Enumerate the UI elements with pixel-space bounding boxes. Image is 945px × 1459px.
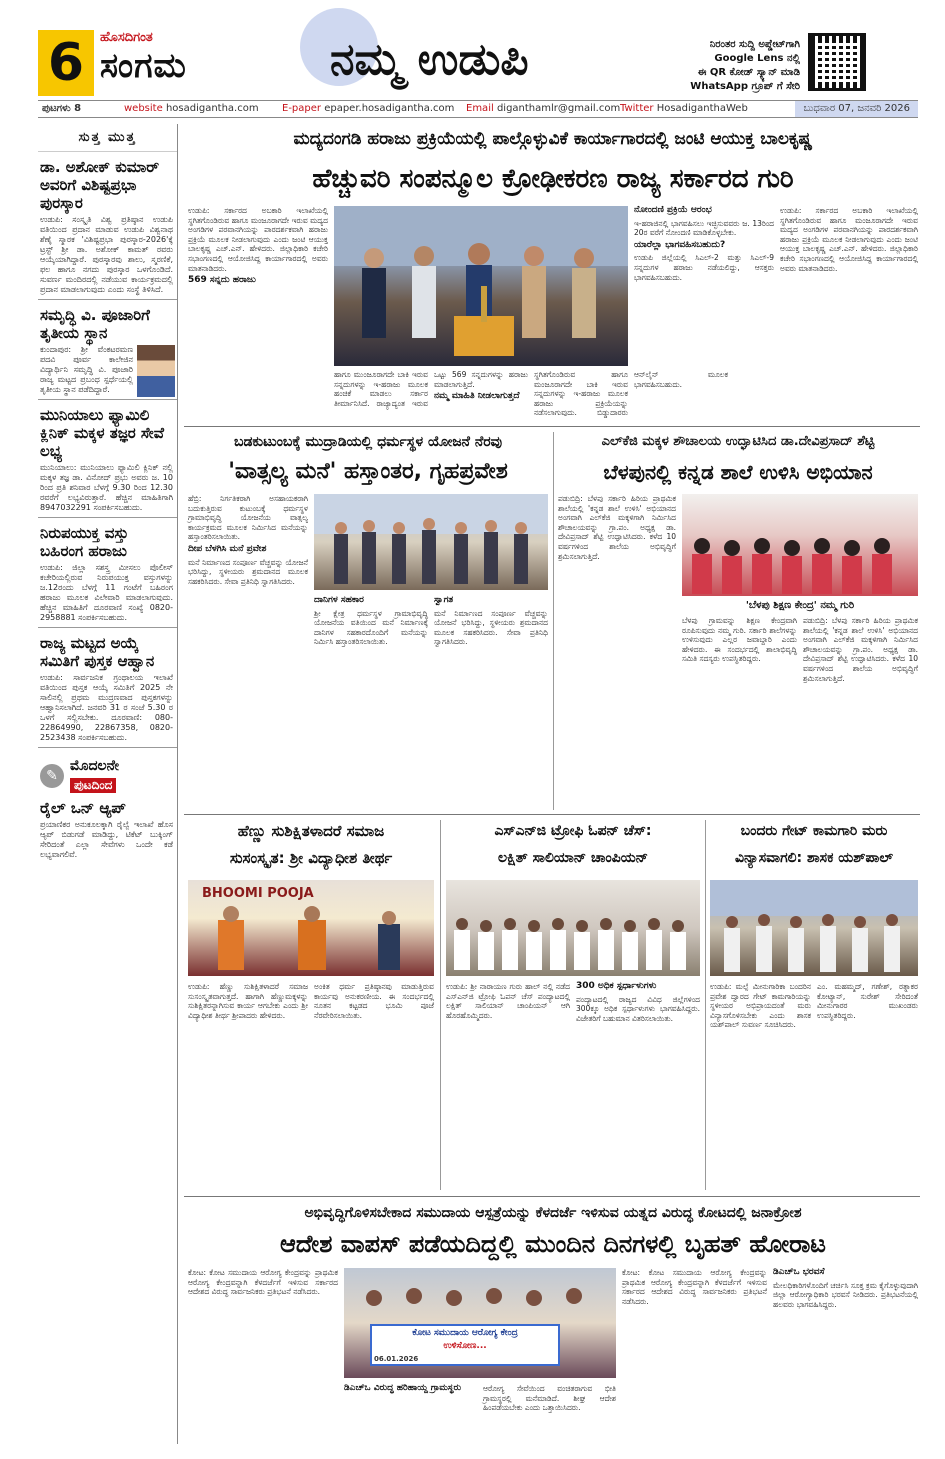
article5-column xyxy=(446,982,700,1188)
article2-subhead: ಸ್ವಾಗತ xyxy=(434,595,454,605)
article3-column xyxy=(558,494,676,808)
article7-column xyxy=(188,1268,338,1446)
brief-text: ಮುನಿಯಾಲು: ಮುನಿಯಾಲು ಫ್ಯಾಮಿಲಿ ಕ್ಲಿನಿಕ್ ನಲ್ಲಿ ಮಕ್ಕಳ ತಜ್ಞ ಡಾ. ವಿನೋದ್ ಪ್ರಭು ಅವರು ಜ. 10 ರಿಂದ ಪ್ರತಿ ಶನಿವಾರ ಬೆಳಗ್ಗೆ 9.30 ರಿಂದ 12.30 ರವರೆಗೆ ಲಭ್ಯವಿರುತ್ತಾರೆ. ಹೆಚ್ಚಿನ ಮಾಹಿತಿಗಾಗಿ 8947032291 ಸಂಪರ್ಕಿಸಬಹುದು. xyxy=(40,463,173,512)
article2-kicker: ಬಡಕುಟುಂಬಕ್ಕೆ ಮುದ್ರಾಡಿಯಲ್ಲಿ ಧರ್ಮಸ್ಥಳ ಯೋಜನೆ ನೆರವು xyxy=(233,434,503,450)
seer-seated-illustration xyxy=(188,880,434,976)
article7-kicker: ಅಭಿವೃದ್ಧಿಗೊಳಿಸಬೇಕಾದ ಸಮುದಾಯ ಆಸ್ಪತ್ರೆಯನ್ನು ಕೆಳದರ್ಜೆ ಇಳಿಸುವ ಯತ್ನದ ವಿರುದ್ಧ ಕೋಟದಲ್ಲಿ ಜನಾಕ್ರೋಶ xyxy=(304,1205,802,1221)
article1-body: ಇ-ಹರಾಜಿನಲ್ಲಿ ಭಾಗವಹಿಸಲು ಇಚ್ಛಿಸುವವರು ಜ. 13ರಿಂದ 20ರ ವರೆಗೆ ನೋಂದಣಿ ಮಾಡಿಕೊಳ್ಳಬೇಕು. xyxy=(634,218,774,238)
pen-icon: ✎ xyxy=(40,764,64,788)
article7-body: ಕೋಟ: ಕೋಟ ಸಮುದಾಯ ಆರೋಗ್ಯ ಕೇಂದ್ರವನ್ನು ಪ್ರಾಥಮಿಕ ಆರೋಗ್ಯ ಕೇಂದ್ರವನ್ನಾಗಿ ಕೆಳದರ್ಜೆಗೆ ಇಳಿಸುವ ಸರ್ಕಾರದ ಆದೇಶದ ವಿರುದ್ಧ ಸಾರ್ವಜನಿಕರು ಪ್ರತಿಭಟನೆ ನಡೆಸಿದರು. xyxy=(622,1268,767,1306)
article7-headline: ಆದೇಶ ವಾಪಸ್ ಪಡೆಯದಿದ್ದಲ್ಲಿ ಮುಂದಿನ ದಿನಗಳಲ್ಲಿ ಬೃಹತ್ ಹೋರಾಟ xyxy=(280,1230,826,1258)
event-banner-text: BHOOMI POOJA xyxy=(202,886,314,901)
article1-headline: ಹೆಚ್ಚುವರಿ ಸಂಪನ್ಮೂಲ ಕ್ರೋಢೀಕರಣ ರಾಜ್ಯ ಸರ್ಕಾರದ ಗುರಿ xyxy=(312,164,794,194)
article3-photo xyxy=(682,494,918,596)
brief-headline: ನಿರುಪಯುಕ್ತ ವಸ್ತು ಬಹಿರಂಗ ಹರಾಜು xyxy=(40,524,129,560)
brief-text: ಪ್ರಯಾಣಿಕರ ಅನುಕೂಲಕ್ಕಾಗಿ ರೈಲ್ವೆ ಇಲಾಖೆ ಹೊಸ ಆ್ಯಪ್ ಬಿಡುಗಡೆ ಮಾಡಿದ್ದು, ಟಿಕೆಟ್ ಬುಕ್ಕಿಂಗ್ ಸೇರಿದಂತೆ ಎಲ್ಲಾ ಸೇವೆಗಳು ಒಂದೇ ಕಡೆ ಲಭ್ಯವಾಗಲಿವೆ. xyxy=(40,820,173,859)
article3-column xyxy=(682,616,918,808)
article4-headline: ಸುಸಂಸ್ಕೃತ: ಶ್ರೀ ವಿದ್ಯಾಧೀಶ ತೀರ್ಥ xyxy=(229,849,393,867)
brief-text: ಉಡುಪಿ: ಜಿಲ್ಲಾ ಸಶಸ್ತ್ರ ಮೀಸಲು ಪೊಲೀಸ್ ಕಚೇರಿಯಲ್ಲಿರುವ ನಿರುಪಯುಕ್ತ ವಸ್ತುಗಳನ್ನು ಜ.12ರಂದು ಬೆಳಗ್ಗೆ 11 ಗಂಟೆಗೆ ಬಹಿರಂಗ ಹರಾಜು ಮೂಲಕ ವಿಲೇವಾರಿ ಮಾಡಲಾಗುವುದು. ಹೆಚ್ಚಿನ ಮಾಹಿತಿಗೆ ದೂರವಾಣಿ ಸಂಖ್ಯೆ 0820-2958881 ಸಂಪರ್ಕಿಸಬಹುದು. xyxy=(40,563,173,622)
divider xyxy=(38,399,177,400)
brand-small: ಹೊಸದಿಗಂತ xyxy=(100,30,153,45)
brief-text: ಕುಂದಾಪುರ: ಶ್ರೀ ವೆಂಕಟರಮಣ ಪದವಿ ಪೂರ್ವ ಕಾಲೇಜಿನ ವಿದ್ಯಾರ್ಥಿನಿ ಸಮೃದ್ಧಿ ವಿ. ಪೂಜಾರಿ ರಾಜ್ಯ ಮಟ್ಟದ ಪ್ರಬಂಧ ಸ್ಪರ್ಧೆಯಲ್ಲಿ ತೃತೀಯ ಸ್ಥಾನ ಪಡೆದಿದ್ದಾರೆ. xyxy=(40,345,133,394)
epaper-link[interactable]: E-paper epaper.hosadigantha.com xyxy=(282,103,455,114)
article1-subhead: ನೋಂದಣಿ ಪ್ರಕ್ರಿಯೆ ಆರಂಭ xyxy=(634,205,712,215)
article1-subhead: ನಮ್ಮ ಮಾಹಿತಿ ನೀಡಲಾಗುತ್ತದೆ xyxy=(434,391,520,402)
divider xyxy=(184,426,920,427)
protest-sign-subtitle: ಉಳಿಸೋಣ... xyxy=(443,1341,487,1351)
brief-headline: ಸಮೃದ್ಧಿ ವಿ. ಪೂಜಾರಿಗೆ ತೃತೀಯ ಸ್ಥಾನ xyxy=(40,306,150,342)
article4-body: ಉಡುಪಿ: ಹೆಣ್ಣು ಸುಶಿಕ್ಷಿತಳಾದರೆ ಸಮಾಜ ಸುಸಂಸ್ಕೃತವಾಗುತ್ತದೆ. ಹಾಗಾಗಿ ಹೆಣ್ಣುಮಕ್ಕಳನ್ನು ಸುಶಿಕ್ಷಿತರನ್ನಾಗಿಸುವ ಕಾರ್ಯ ಆಗಬೇಕು ಎಂದು ಶ್ರೀ ವಿದ್ಯಾಧೀಶ ತೀರ್ಥ ಶ್ರೀಪಾದರು ಹೇಳಿದರು. xyxy=(188,982,308,1020)
article1-body: ಉಡುಪಿ ಜಿಲ್ಲೆಯಲ್ಲಿ ಸಿಎಲ್-2 ಮತ್ತು ಸಿಎಲ್-9 ಸನ್ನದುಗಳ ಹರಾಜು ನಡೆಯಲಿದ್ದು, ಆಸಕ್ತರು ಭಾಗವಹಿಸಬಹುದು. xyxy=(634,253,774,282)
divider xyxy=(705,820,706,1190)
article5-body: ಉಡುಪಿ: ಶ್ರೀ ನಾರಾಯಣ ಗುರು ಹಾಲ್ ನಲ್ಲಿ ನಡೆದ ಎಸ್‌ಎನ್‌ಜಿ ಟ್ರೋಫಿ ಓಪನ್ ಚೆಸ್ ಪಂದ್ಯಾಟದಲ್ಲಿ ಲಕ್ಷಿತ್ ಸಾಲಿಯಾನ್ ಚಾಂಪಿಯನ್ ಆಗಿ ಹೊರಹೊಮ್ಮಿದರು. xyxy=(446,982,570,1020)
article1-subhead: ಯಾರೆಲ್ಲಾ ಭಾಗವಹಿಸಬಹುದು? xyxy=(634,239,726,250)
article2-headline: 'ವಾತ್ಸಲ್ಯ ಮನೆ' ಹಸ್ತಾಂತರ, ಗೃಹಪ್ರವೇಶ xyxy=(228,459,508,484)
article2-photo xyxy=(314,494,548,590)
article3-body: ಪಡುಬಿದ್ರಿ: ಬೆಳಪು ಸರ್ಕಾರಿ ಹಿರಿಯ ಪ್ರಾಥಮಿಕ ಶಾಲೆಯಲ್ಲಿ 'ಕನ್ನಡ ಶಾಲೆ ಉಳಿಸಿ' ಅಭಿಯಾನದ ಅಂಗವಾಗಿ ಎಲ್‌ಕೆಜಿ ಮಕ್ಕಳಿಗಾಗಿ ನಿರ್ಮಿಸಿದ ಶೌಚಾಲಯವನ್ನು ಗ್ರಾ.ಪಂ. ಅಧ್ಯಕ್ಷ ಡಾ. ದೇವಿಪ್ರಸಾದ್ ಶೆಟ್ಟಿ ಉದ್ಘಾಟಿಸಿದರು. ಕಳೆದ 10 ವರ್ಷಗಳಿಂದ ಶಾಲೆಯ ಅಭಿವೃದ್ಧಿಗೆ ಶ್ರಮಿಸಲಾಗುತ್ತಿದೆ. xyxy=(558,494,676,561)
brief-headline: ಡಾ. ಅಶೋಕ್ ಕುಮಾರ್ ಅವರಿಗೆ ವಿಶಿಷ್ಟಪ್ರಭಾ ಪುರಸ್ಕಾರ xyxy=(40,158,160,212)
divider xyxy=(184,1196,920,1197)
article5-subhead: 300 ಅಧಿಕ ಸ್ಪರ್ಧಾಳುಗಳು xyxy=(576,981,657,991)
page-number: 6 xyxy=(38,30,94,96)
article1-body: ಉಡುಪಿ: ಸರ್ಕಾರದ ಅಬಕಾರಿ ಇಲಾಖೆಯಲ್ಲಿ ಸ್ಥಗಿತಗೊಂಡಿರುವ ಹಾಗೂ ಮಂಜೂರಾಗದೇ ಇರುವ ಮದ್ಯದ ಅಂಗಡಿಗಳ ಪರವಾನಗಿಯನ್ನು ಪಾರದರ್ಶಕವಾಗಿ ಹರಾಜು ಪ್ರಕ್ರಿಯೆ ಮೂಲಕ ನೀಡಲಾಗುವುದು ಎಂದು ಜಂಟಿ ಆಯುಕ್ತ ಬಾಲಕೃಷ್ಣ ಎಚ್.ಎನ್. ಹೇಳಿದರು. ಜಿಲ್ಲಾಧಿಕಾರಿ ಕಚೇರಿ ಸಭಾಂಗಣದಲ್ಲಿ ಆಯೋಜಿಸಿದ್ದ ಕಾರ್ಯಾಗಾರದಲ್ಲಿ ಅವರು ಮಾತನಾಡಿದರು. xyxy=(780,206,918,273)
brief-text: ಉಡುಪಿ: ಸಂಸ್ಕೃತಿ ವಿಶ್ವ ಪ್ರತಿಷ್ಠಾನ ಉಡುಪಿ ವತಿಯಿಂದ ಪ್ರದಾನ ಮಾಡುವ ಉಡುಪಿ ವಿಶ್ವನಾಥ ಶೆಣೈ ಸ್ಮಾರಕ 'ವಿಶಿಷ್ಟಪ್ರಭಾ ಪುರಸ್ಕಾರ-2026'ಕ್ಕೆ ಟ್ರಸ್ಟ್ ಶ್ರೀ ಡಾ. ಅಶೋಕ್ ಕಾಮತ್ ರವರು ಆಯ್ಕೆಯಾಗಿದ್ದಾರೆ. ಪುರಸ್ಕಾರವು ಶಾಲು, ಸ್ಮರಣಿಕೆ, ಫಲ ಹಾಗೂ ನಗದು ಪುರಸ್ಕಾರ ಒಳಗೊಂಡಿದೆ. ಸುವರ್ಣ ಮಂದಿರದಲ್ಲಿ ನಡೆಯುವ ಕಾರ್ಯಕ್ರಮದಲ್ಲಿ ಪ್ರದಾನ ಮಾಡಲಾಗುವುದು ಎಂದು ಸಂಸ್ಥೆ ತಿಳಿಸಿದೆ. xyxy=(40,215,173,294)
brand-title: ಸಂಗಮ xyxy=(100,46,187,86)
article7-subhead: ಡಿಎಚ್‌ಒ ವಿರುದ್ಧ ಹರಿಹಾಯ್ದ ಗ್ರಾಮಸ್ಥರು xyxy=(344,1383,462,1393)
article2-subhead: ದೀಪ ಬೆಳಗಿಸಿ ಮನೆ ಪ್ರವೇಶ xyxy=(188,543,267,554)
protest-sign xyxy=(370,1324,560,1366)
left-sidebar xyxy=(38,124,178,1444)
article7-column xyxy=(344,1384,616,1446)
divider xyxy=(38,627,177,628)
article6-kicker: ಬಂದರು ಗೇಟ್ ಕಾಮಗಾರಿ ಮರು xyxy=(740,823,888,839)
article7-body: ಮೇಲಧಿಕಾರಿಗಳೊಂದಿಗೆ ಚರ್ಚಿಸಿ ಸೂಕ್ತ ಕ್ರಮ ಕೈಗೊಳ್ಳುವುದಾಗಿ ಜಿಲ್ಲಾ ಆರೋಗ್ಯಾಧಿಕಾರಿ ಭರವಸೆ ನೀಡಿದರು. ಪ್ರತಿಭಟನೆಯಲ್ಲಿ ಹಲವರು ಭಾಗವಹಿಸಿದ್ದರು. xyxy=(773,1280,918,1309)
article4-photo xyxy=(188,880,434,976)
article1-body: ಹಾಗೂ ಮುಂಜೂರಾಗದೇ ಬಾಕಿ ಇರುವ ಸನ್ನದುಗಳನ್ನು ಇ-ಹರಾಜು ಮೂಲಕ ಹಂಚಿಕೆ ಮಾಡಲು ಸರ್ಕಾರ ತೀರ್ಮಾನಿಸಿದೆ. ರಾಜ್ಯಾದ್ಯಂತ ಇರುವ ಒಟ್ಟು 569 ಸನ್ನದುಗಳನ್ನು ಹರಾಜು ಮಾಡಲಾಗುತ್ತಿದೆ. xyxy=(334,370,528,408)
article1-body: ಉಡುಪಿ: ಸರ್ಕಾರದ ಅಬಕಾರಿ ಇಲಾಖೆಯಲ್ಲಿ ಸ್ಥಗಿತಗೊಂಡಿರುವ ಹಾಗೂ ಮಂಜೂರಾಗದೇ ಇರುವ ಮದ್ಯದ ಅಂಗಡಿಗಳ ಪರವಾನಗಿಯನ್ನು ಪಾರದರ್ಶಕವಾಗಿ ಹರಾಜು ಪ್ರಕ್ರಿಯೆ ಮೂಲಕ ನೀಡಲಾಗುವುದು ಎಂದು ಜಂಟಿ ಆಯುಕ್ತ ಬಾಲಕೃಷ್ಣ ಎಚ್.ಎನ್. ಹೇಳಿದರು. ಜಿಲ್ಲಾಧಿಕಾರಿ ಕಚೇರಿ ಸಭಾಂಗಣದಲ್ಲಿ ಆಯೋಜಿಸಿದ್ದ ಕಾರ್ಯಾಗಾರದಲ್ಲಿ ಅವರು ಮಾತನಾಡಿದರು. xyxy=(188,206,328,273)
article2-column xyxy=(188,494,308,808)
article6-photo xyxy=(710,880,918,976)
article4-body: ಅಂಕಿತ ಧರ್ಮ ಪ್ರತಿಷ್ಠಾನವು ಮಾಡುತ್ತಿರುವ ಕಾರ್ಯವು ಅನುಕರಣೀಯ. ಈ ಸಂದರ್ಭದಲ್ಲಿ ನೂತನ ಕಟ್ಟಡದ ಭೂಮಿ ಪೂಜೆ ನೆರವೇರಿಸಲಾಯಿತು. xyxy=(314,982,434,1020)
email-link[interactable]: Email diganthamlr@gmail.com xyxy=(466,103,621,114)
article6-body: ಉಡುಪಿ: ಮಲ್ಪೆ ಮೀನುಗಾರಿಕಾ ಬಂದರಿನ ಪ್ರವೇಶ ದ್ವಾರದ ಗೇಟ್ ಕಾಮಗಾರಿಯನ್ನು ಸ್ಥಳೀಯರ ಅಭಿಪ್ರಾಯದಂತೆ ಮರು ವಿನ್ಯಾಸಗೊಳಿಸಬೇಕು ಎಂದು ಶಾಸಕ ಯಶ್‌ಪಾಲ್ ಸುವರ್ಣ ಸೂಚಿಸಿದರು. xyxy=(710,982,811,1030)
harbour-gate-crowd-illustration xyxy=(710,880,918,976)
divider xyxy=(440,820,441,1190)
article7-body: ಕೋಟ: ಕೋಟ ಸಮುದಾಯ ಆರೋಗ್ಯ ಕೇಂದ್ರವನ್ನು ಪ್ರಾಥಮಿಕ ಆರೋಗ್ಯ ಕೇಂದ್ರವನ್ನಾಗಿ ಕೆಳದರ್ಜೆಗೆ ಇಳಿಸುವ ಸರ್ಕಾರದ ಆದೇಶದ ವಿರುದ್ಧ ಸಾರ್ವಜನಿಕರು ಪ್ರತಿಭಟನೆ ನಡೆಸಿದರು. xyxy=(188,1268,338,1297)
promo-line: Google Lens ನಲ್ಲಿ xyxy=(714,53,800,64)
divider xyxy=(38,299,177,300)
article3-caption: 'ಬೆಳಪು ಶಿಕ್ಷಣ ಕೇಂದ್ರ' ನಮ್ಮ ಗುರಿ xyxy=(745,600,855,611)
article1-column xyxy=(334,370,728,418)
divider xyxy=(184,814,920,815)
article6-body: ಎಂ. ಮಹಮ್ಮದ್, ಗಣೇಶ್, ರತ್ನಾಕರ ಕೋಟ್ಯಾನ್, ಸುರೇಶ್ ಸೇರಿದಂತೆ ಮೀನುಗಾರರ ಮುಖಂಡರು ಉಪಸ್ಥಿತರಿದ್ದರು. xyxy=(817,982,918,1020)
article5-photo xyxy=(446,880,700,976)
article7-column xyxy=(622,1268,918,1446)
article5-kicker: ಎಸ್‌ಎನ್‌ಜಿ ಟ್ರೋಫಿ ಓಪನ್ ಚೆಸ್: xyxy=(494,823,652,839)
divider xyxy=(38,747,177,748)
officials-lighting-lamp-illustration xyxy=(334,206,628,366)
article6-column xyxy=(710,982,918,1188)
info-bar xyxy=(38,100,918,118)
article7-body: ಆರೋಗ್ಯ ಸೇವೆಯಿಂದ ವಂಚಿತರಾಗುವ ಭೀತಿ ಗ್ರಾಮಸ್ಥರಲ್ಲಿ ಮನೆಮಾಡಿದೆ. ಶೀಘ್ರ ಆದೇಶ ಹಿಂಪಡೆಯಬೇಕು ಎಂದು ಒತ್ತಾಯಿಸಿದರು. xyxy=(483,1384,616,1413)
front-page-continuation xyxy=(40,758,175,793)
group-at-house-illustration xyxy=(314,494,548,590)
brief-headline: ಮುನಿಯಾಲು ಫ್ಯಾಮಿಲಿ ಕ್ಲಿನಿಕ್ ಮಕ್ಕಳ ತಜ್ಞರ ಸೇವೆ ಲಭ್ಯ xyxy=(40,406,164,460)
article2-column xyxy=(314,596,548,808)
qr-code-icon[interactable] xyxy=(808,33,866,91)
article7-subhead: ಡಿಎಚ್‌ಒ ಭರವಸೆ xyxy=(773,1267,825,1277)
divider xyxy=(553,432,554,810)
section-title: ಸುತ್ತ ಮುತ್ತ xyxy=(38,124,177,152)
chess-players-group-illustration xyxy=(446,880,700,976)
issue-date: ಬುಧವಾರ 07, ಜನವರಿ 2026 xyxy=(795,101,918,117)
article2-body: ಶ್ರೀ ಕ್ಷೇತ್ರ ಧರ್ಮಸ್ಥಳ ಗ್ರಾಮಾಭಿವೃದ್ಧಿ ಯೋಜನೆಯ ವತಿಯಿಂದ ಮನೆ ನಿರ್ಮಾಣಕ್ಕೆ ದಾನಿಗಳ ಸಹಕಾರದೊಂದಿಗೆ ಮನೆಯನ್ನು ನಿರ್ಮಿಸಿ ಹಸ್ತಾಂತರಿಸಲಾಯಿತು. xyxy=(314,608,428,647)
brief-text: ಉಡುಪಿ: ಸಾರ್ವಜನಿಕ ಗ್ರಂಥಾಲಯ ಇಲಾಖೆ ವತಿಯಿಂದ ಪುಸ್ತಕ ಆಯ್ಕೆ ಸಮಿತಿಗೆ 2025 ನೇ ಸಾಲಿನಲ್ಲಿ ಪ್ರಥಮ ಮುದ್ರಣವಾದ ಪುಸ್ತಕಗಳನ್ನು ಆಹ್ವಾನಿಸಲಾಗಿದೆ. ಜನವರಿ 31 ರ ಸಂಜೆ 5.30 ರ ಒಳಗೆ ಸಲ್ಲಿಸಬೇಕು. ದೂರವಾಣಿ: 080-22864990, 22867358, 0820-2523438 ಸಂಪರ್ಕಿಸಬಹುದು. xyxy=(40,673,173,742)
divider xyxy=(38,517,177,518)
twitter-link[interactable]: Twitter HosadiganthaWeb xyxy=(620,103,748,114)
continuation-subtitle: ಪುಟದಿಂದ xyxy=(70,778,116,793)
protest-sign-date: 06.01.2026 xyxy=(374,1355,419,1363)
children-at-school-illustration xyxy=(682,494,918,596)
article3-headline: ಬೆಳಪುನಲ್ಲಿ ಕನ್ನಡ ಶಾಲೆ ಉಳಿಸಿ ಅಭಿಯಾನ xyxy=(603,460,873,484)
article1-body: ಸ್ಥಗಿತಗೊಂಡಿರುವ ಹಾಗೂ ಮಂಜೂರಾಗದೇ ಬಾಕಿ ಇರುವ ಸನ್ನದುಗಳನ್ನು ಇ-ಹರಾಜು ಮೂಲಕ ಹರಾಜು ಪ್ರಕ್ರಿಯೆಯನ್ನು ನಡೆಸಲಾಗುವುದು. ಬಿಡ್ಡುದಾರರು ಆನ್‌ಲೈನ್ ಮೂಲಕ ಭಾಗವಹಿಸಬಹುದು. xyxy=(534,370,728,418)
article4-kicker: ಹೆಣ್ಣು ಸುಶಿಕ್ಷಿತಳಾದರೆ ಸಮಾಜ xyxy=(237,822,385,840)
protesters-illustration xyxy=(344,1268,616,1324)
article1-column xyxy=(780,206,918,416)
protest-sign-title: ಕೋಟ ಸಮುದಾಯ ಆರೋಗ್ಯ ಕೇಂದ್ರ xyxy=(412,1328,518,1338)
brief-headline: ರೈಲ್ ಒನ್ ಆ್ಯಪ್ xyxy=(40,799,126,817)
brief-headline: ರಾಜ್ಯ ಮಟ್ಟದ ಅಯ್ಕೆ ಸಮಿತಿಗೆ ಪುಸ್ತಕ ಆಹ್ವಾನ xyxy=(40,634,155,670)
article1-column xyxy=(634,206,774,416)
website-link[interactable]: website hosadigantha.com xyxy=(124,103,259,114)
edition-title: ನಮ್ಮ ಉಡುಪಿ xyxy=(330,34,529,85)
continuation-title: ಮೊದಲನೇ xyxy=(70,758,119,774)
article2-body: ಮನೆ ನಿರ್ಮಾಣದ ಸಂಪೂರ್ಣ ವೆಚ್ಚವನ್ನು ಯೋಜನೆ ಭರಿಸಿದ್ದು, ಸ್ಥಳೀಯರು ಶ್ರಮದಾನದ ಮೂಲಕ ಸಹಕರಿಸಿದರು. ಸೇವಾ ಪ್ರತಿನಿಧಿ ಸ್ವಾಗತಿಸಿದರು. xyxy=(188,557,308,586)
portrait-photo xyxy=(137,345,175,397)
article4-column xyxy=(188,982,434,1188)
article3-body: ಪಡುಬಿದ್ರಿ: ಬೆಳಪು ಸರ್ಕಾರಿ ಹಿರಿಯ ಪ್ರಾಥಮಿಕ ಶಾಲೆಯಲ್ಲಿ 'ಕನ್ನಡ ಶಾಲೆ ಉಳಿಸಿ' ಅಭಿಯಾನದ ಅಂಗವಾಗಿ ಎಲ್‌ಕೆಜಿ ಮಕ್ಕಳಿಗಾಗಿ ನಿರ್ಮಿಸಿದ ಶೌಚಾಲಯವನ್ನು ಗ್ರಾ.ಪಂ. ಅಧ್ಯಕ್ಷ ಡಾ. ದೇವಿಪ್ರಸಾದ್ ಶೆಟ್ಟಿ ಉದ್ಘಾಟಿಸಿದರು. ಕಳೆದ 10 ವರ್ಷಗಳಿಂದ ಶಾಲೆಯ ಅಭಿವೃದ್ಧಿಗೆ ಶ್ರಮಿಸಲಾಗುತ್ತಿದೆ. xyxy=(803,616,918,683)
article7-photo xyxy=(344,1268,616,1378)
masthead xyxy=(0,0,945,100)
promo-line: ಈ QR ಕೋಡ್ ಸ್ಕ್ಯಾನ್ ಮಾಡಿ xyxy=(697,67,800,78)
article2-subhead: ದಾನಿಗಳ ಸಹಕಾರ xyxy=(314,595,364,605)
article1-photo xyxy=(334,206,628,366)
article2-body: ಹೆಬ್ರಿ: ನಿರ್ಗತಿಕರಾಗಿ ಅಸಹಾಯಕರಾಗಿ ಬದುಕುತ್ತಿರುವ ಕುಟುಂಬಕ್ಕೆ ಧರ್ಮಸ್ಥಳ ಗ್ರಾಮಾಭಿವೃದ್ಧಿ ಯೋಜನೆಯ ವಾತ್ಸಲ್ಯ ಕಾರ್ಯಕ್ರಮದ ಮೂಲಕ ನಿರ್ಮಿಸಿದ ಮನೆಯನ್ನು ಹಸ್ತಾಂತರಿಸಲಾಯಿತು. xyxy=(188,494,308,542)
article1-kicker: ಮದ್ಯದಂಗಡಿ ಹರಾಜು ಪ್ರಕ್ರಿಯೆಯಲ್ಲಿ ಪಾಲ್ಗೊಳ್ಳುವಿಕೆ ಕಾರ್ಯಾಗಾರದಲ್ಲಿ ಜಂಟಿ ಆಯುಕ್ತ ಬಾಲಕೃಷ್ಣ xyxy=(293,129,813,149)
article5-headline: ಲಕ್ಷಿತ್ ಸಾಲಿಯಾನ್ ಚಾಂಪಿಯನ್ xyxy=(497,850,649,866)
article6-headline: ವಿನ್ಯಾಸವಾಗಲಿ: ಶಾಸಕ ಯಶ್‌ಪಾಲ್ xyxy=(735,850,893,866)
promo-line: ನಿರಂತರ ಸುದ್ದಿ ಅಪ್ಡೇಟ್‌ಗಾಗಿ xyxy=(709,39,800,50)
article1-column xyxy=(188,206,328,416)
qr-promo xyxy=(660,38,800,94)
pages-count: ಪುಟಗಳು 8 xyxy=(42,103,82,114)
promo-line: WhatsApp ಗ್ರೂಪ್ ಗೆ ಸೇರಿ xyxy=(690,81,800,92)
article2-body: ಮನೆ ನಿರ್ಮಾಣದ ಸಂಪೂರ್ಣ ವೆಚ್ಚವನ್ನು ಯೋಜನೆ ಭರಿಸಿದ್ದು, ಸ್ಥಳೀಯರು ಶ್ರಮದಾನದ ಮೂಲಕ ಸಹಕರಿಸಿದರು. ಸೇವಾ ಪ್ರತಿನಿಧಿ ಸ್ವಾಗತಿಸಿದರು. xyxy=(434,608,548,647)
article5-body: ಪಂದ್ಯಾಟದಲ್ಲಿ ರಾಜ್ಯದ ವಿವಿಧ ಜಿಲ್ಲೆಗಳಿಂದ 300ಕ್ಕೂ ಅಧಿಕ ಸ್ಪರ್ಧಾಳುಗಳು ಭಾಗವಹಿಸಿದ್ದರು. ವಿಜೇತರಿಗೆ ಬಹುಮಾನ ವಿತರಿಸಲಾಯಿತು. xyxy=(576,994,700,1023)
article3-body: ಬೆಳಪು ಗ್ರಾಮವನ್ನು ಶಿಕ್ಷಣ ಕೇಂದ್ರವಾಗಿ ರೂಪಿಸುವುದು ನಮ್ಮ ಗುರಿ. ಸರ್ಕಾರಿ ಶಾಲೆಗಳನ್ನು ಉಳಿಸುವುದು ಎಲ್ಲರ ಜವಾಬ್ದಾರಿ ಎಂದು ಹೇಳಿದರು. ಈ ಸಂದರ್ಭದಲ್ಲಿ ಶಾಲಾಭಿವೃದ್ಧಿ ಸಮಿತಿ ಸದಸ್ಯರು ಉಪಸ್ಥಿತರಿದ್ದರು. xyxy=(682,616,797,664)
article1-subhead: 569 ಸನ್ನದು ಹರಾಜು xyxy=(188,275,256,286)
article3-kicker: ಎಲ್‌ಕೆಜಿ ಮಕ್ಕಳ ಶೌಚಾಲಯ ಉದ್ಘಾಟಿಸಿದ ಡಾ.ದೇವಿಪ್ರಸಾದ್ ಶೆಟ್ಟಿ xyxy=(601,434,875,449)
